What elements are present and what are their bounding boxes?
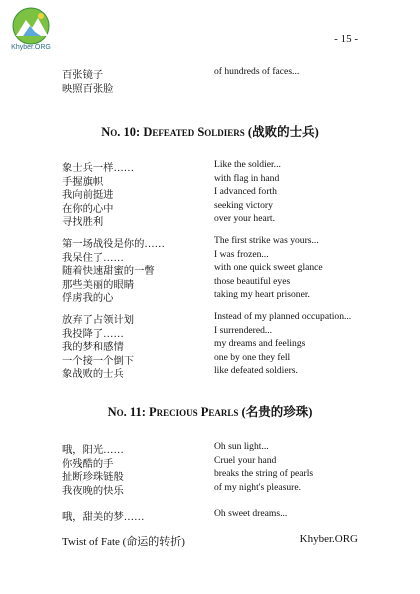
footer-site-name: Khyber.ORG	[299, 533, 358, 545]
site-logo	[8, 6, 54, 52]
verse-line	[62, 186, 362, 200]
english-line: I surrendered...	[214, 324, 273, 336]
stanza	[62, 235, 362, 303]
page-number: - 15 -	[334, 33, 358, 45]
english-line: with one quick sweet glance	[214, 262, 323, 274]
verse-line	[62, 352, 362, 366]
verse-line	[62, 213, 362, 227]
poem-title: Precious Pearls	[149, 405, 239, 419]
verse-line	[62, 173, 362, 187]
verse-line	[62, 276, 362, 290]
english-line: my dreams and feelings	[214, 338, 306, 350]
english-line: with flag in hand	[214, 172, 280, 184]
english-line: one by one they fell	[214, 351, 291, 363]
poem-title: Defeated Soldiers	[143, 125, 245, 139]
chinese-line: 哦，甜美的梦……	[62, 512, 145, 523]
verse-line	[62, 262, 362, 276]
english-line: Oh sweet dreams...	[214, 508, 288, 519]
english-line: Oh sun light...	[214, 441, 269, 452]
verse-line	[62, 235, 362, 249]
chinese-line: 我的梦和感情	[62, 342, 124, 354]
english-line: seeking victory	[214, 199, 273, 211]
chinese-line: 我投降了……	[62, 328, 124, 340]
logo-text: Khyber.ORG	[11, 44, 51, 51]
verse-line	[62, 508, 362, 522]
verse-line	[62, 80, 362, 94]
english-line: breaks the string of pearls	[214, 468, 314, 480]
chinese-line: 你残酷的手	[62, 458, 114, 470]
english-line: those beautiful eyes	[214, 275, 291, 287]
chinese-line: 第一场战役是你的……	[62, 239, 165, 250]
verse-line	[62, 365, 362, 379]
chinese-line: 俘虏我的心	[62, 293, 114, 305]
english-line: Like the soldier...	[214, 159, 281, 170]
poem-number: No. 11:	[107, 405, 146, 419]
poem-title-11	[0, 402, 420, 420]
verse-line	[62, 200, 362, 214]
poem-number: No. 10:	[101, 125, 141, 139]
stanza	[62, 159, 362, 227]
chinese-line: 寻找胜利	[62, 217, 104, 229]
chinese-line: 映照百张脸	[62, 83, 114, 95]
english-line: taking my heart prisoner.	[214, 289, 310, 301]
chinese-line: 手握旗帜	[62, 176, 104, 188]
verse-line	[62, 338, 362, 352]
english-line: of my night's pleasure.	[214, 481, 301, 493]
chinese-line: 我夜晚的快乐	[62, 485, 124, 497]
english-line: over your heart.	[214, 213, 276, 225]
verse-line	[62, 311, 362, 325]
verse-line	[62, 66, 362, 80]
chinese-line: 象战败的士兵	[62, 369, 124, 381]
verse-line	[62, 441, 362, 455]
chinese-line: 扯断珍珠链般	[62, 472, 124, 484]
chinese-line: 随着快速甜蜜的一瞥	[62, 266, 155, 278]
english-line: like defeated soldiers.	[214, 365, 298, 377]
english-line: of hundreds of faces...	[214, 66, 300, 77]
chinese-line: 我向前挺进	[62, 190, 114, 202]
stanza	[62, 441, 362, 495]
poem-title-chinese: (战败的士兵)	[247, 125, 319, 139]
chinese-line: 那些美丽的眼睛	[62, 279, 135, 291]
chinese-line: 在你的心中	[62, 203, 114, 215]
verse-line	[62, 249, 362, 263]
stanza	[62, 311, 362, 379]
stanza	[62, 508, 362, 522]
poem-title-10	[0, 122, 420, 140]
chinese-line: 哦，阳光……	[62, 445, 124, 456]
chinese-line: 百张镜子	[62, 70, 104, 81]
verse-line	[62, 159, 362, 173]
poem-title-chinese: (名贵的珍珠)	[241, 405, 313, 419]
chinese-line: 一个接一个倒下	[62, 355, 135, 367]
chinese-line: 象士兵一样……	[62, 163, 135, 174]
english-line: Cruel your hand	[214, 454, 277, 466]
english-line: The first strike was yours...	[214, 235, 319, 246]
verse-line	[62, 289, 362, 303]
mountain-logo-icon	[8, 6, 54, 46]
stanza-continuation	[62, 66, 362, 93]
english-line: I advanced forth	[214, 186, 277, 198]
chinese-line: 我呆住了……	[62, 252, 124, 264]
english-line: I was frozen...	[214, 248, 269, 260]
verse-line	[62, 468, 362, 482]
verse-line	[62, 482, 362, 496]
chinese-line: 放弃了占领计划	[62, 315, 135, 326]
english-line: Instead of my planned occupation...	[214, 311, 352, 322]
verse-line	[62, 325, 362, 339]
footer-book-title: Twist of Fate (命运的转折)	[62, 536, 185, 548]
verse-line	[62, 455, 362, 469]
